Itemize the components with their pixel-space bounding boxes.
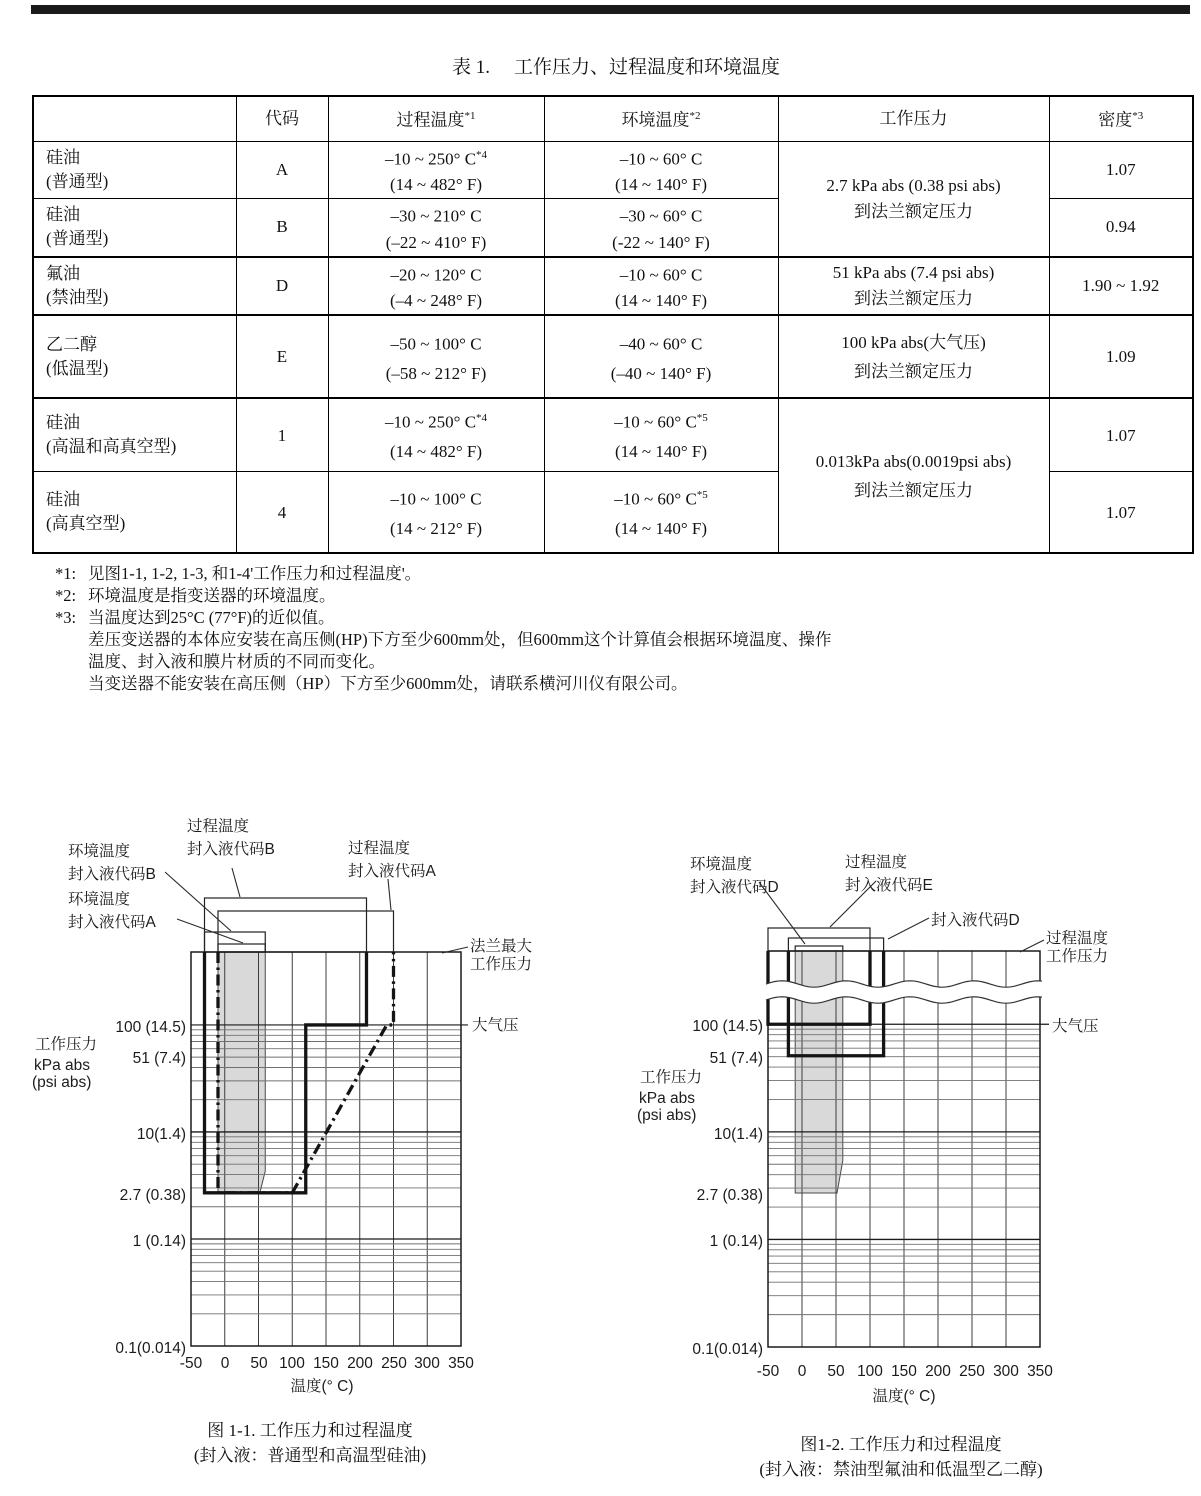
y-axis-title: 工作压力: [640, 1069, 703, 1086]
footnote-3-cont: 差压变送器的本体应安装在高压侧(HP)下方至少600mm处，但600mm这个计算值会根据环境温度、操作: [88, 630, 832, 649]
x-tick: 300: [993, 1363, 1019, 1380]
annotation-process-temp-pressure: 过程温度 工作压力: [1046, 930, 1109, 965]
spec-table: [32, 95, 1194, 554]
x-tick: 200: [925, 1363, 951, 1380]
x-axis-title: 温度(° C): [872, 1388, 936, 1405]
table-row: 硅油 (高温和高真空型) 1 –10 ~ 250° $C^{*4}$ (14 ~ 482° F) –10 ~ 60° $C^{*5}$ (14 ~ 140° F) 0.013kPa abs(0.0019psi abs) 到法兰额定压力 1.07: [33, 398, 1193, 471]
y-tick-51: 51 (7.4): [132, 1050, 186, 1067]
table-title: [452, 52, 780, 79]
figure-2-caption: 图1-2. 工作压力和过程温度: [800, 1435, 1002, 1454]
footnote-3-cont: 温度、封入液和膜片材质的不同而变化。: [88, 652, 385, 671]
y-tick-100: 100 (14.5): [115, 1019, 186, 1036]
pressure-cell-d: 51 kPa abs (7.4 psi abs) 到法兰额定压力: [778, 257, 1049, 316]
annotation-ambient-temp-code-b: 环境温度 封入液代码B: [68, 843, 156, 883]
y-tick-0.1: 0.1(0.014): [115, 1340, 186, 1357]
figure-1: [0, 760, 601, 1496]
x-tick: 300: [414, 1355, 440, 1372]
header-process-temp: 过程温度$^{*1}$: [328, 96, 544, 141]
y-axis-unit-2: (psi abs): [637, 1107, 697, 1124]
y-axis-unit-2: (psi abs): [32, 1074, 92, 1091]
y-tick-10: 10(1.4): [713, 1126, 763, 1143]
annotation-process-temp-code-a: 过程温度 封入液代码A: [348, 840, 436, 880]
x-tick: 250: [381, 1355, 407, 1372]
x-tick: 150: [891, 1363, 917, 1380]
annotation-ambient-temp-code-a: 环境温度 封入液代码A: [68, 891, 156, 931]
y-axis-unit: kPa abs: [34, 1057, 91, 1074]
y-tick-51: 51 (7.4): [709, 1050, 763, 1067]
x-tick: 250: [959, 1363, 985, 1380]
y-axis-title: 工作压力: [35, 1036, 98, 1053]
annotation-flange-max-pressure: 法兰最大 工作压力: [470, 938, 533, 973]
x-tick: -50: [179, 1355, 203, 1372]
table-title-text: 工作压力、过程温度和环境温度: [514, 57, 781, 78]
annotation-ambient-temp-code-d: 环境温度 封入液代码D: [690, 856, 779, 896]
pressure-cell-14: 0.013kPa abs(0.0019psi abs) 到法兰额定压力: [778, 398, 1049, 553]
annotation-atmosphere: 大气压: [472, 1017, 519, 1034]
y-tick-10: 10(1.4): [136, 1126, 186, 1143]
annotation-process-temp-code-e: 过程温度 封入液代码E: [845, 854, 933, 894]
table-number: 表 1.: [452, 57, 491, 78]
y-tick-2.7: 2.7 (0.38): [696, 1187, 763, 1204]
header-density: 密度$^{*3}$: [1049, 96, 1193, 141]
x-tick: 50: [827, 1363, 845, 1380]
x-tick: -50: [756, 1363, 780, 1380]
annotation-code-d: 封入液代码D: [931, 912, 1020, 929]
table-row: 硅油 (高真空型) 4 –10 ~ 100° C (14 ~ 212° F) –10 ~ 60° $C^{*5}$ (14 ~ 140° F) 1.07: [33, 471, 1193, 553]
footnote-2: *2: 环境温度是指变送器的环境温度。: [55, 586, 336, 605]
annotation-process-temp-code-b: 过程温度 封入液代码B: [187, 818, 275, 858]
y-tick-2.7: 2.7 (0.38): [119, 1187, 186, 1204]
y-tick-1: 1 (0.14): [132, 1233, 186, 1250]
table-row: 乙二醇 (低温型) E –50 ~ 100° C (–58 ~ 212° F) –40 ~ 60° C (–40 ~ 140° F) 100 kPa abs(大气压) 到法兰额定压力 1.09: [33, 315, 1193, 398]
annotation-atmosphere: 大气压: [1052, 1018, 1099, 1035]
footnote-1: *1: 见图1-1, 1-2, 1-3, 和1-4'工作压力和过程温度'。: [55, 564, 422, 583]
x-tick: 200: [347, 1355, 373, 1372]
y-tick-100: 100 (14.5): [692, 1018, 763, 1035]
footnote-3-cont: 当变送器不能安装在高压侧（HP）下方至少600mm处，请联系横河川仪有限公司。: [88, 674, 688, 693]
footnotes: [55, 563, 831, 695]
x-tick: 150: [313, 1355, 339, 1372]
x-tick: 0: [220, 1355, 230, 1372]
table-row: 硅油 (普通型) A –10 ~ 250° $C^{*4}$ (14 ~ 482° F) –10 ~ 60° C (14 ~ 140° F) 2.7 kPa abs (0.38 psi abs) 到法兰额定压力 1.07: [33, 141, 1193, 199]
x-axis-title: 温度(° C): [290, 1378, 354, 1395]
header-working-pressure: 工作压力: [778, 96, 1049, 141]
x-tick: 350: [1027, 1363, 1053, 1380]
header-code: 代码: [236, 96, 328, 141]
pressure-cell-e: 100 kPa abs(大气压) 到法兰额定压力: [778, 315, 1049, 398]
x-tick: 50: [250, 1355, 268, 1372]
y-tick-1: 1 (0.14): [709, 1233, 763, 1250]
header-ambient-temp: 环境温度$^{*2}$: [544, 96, 778, 141]
y-tick-0.1: 0.1(0.014): [692, 1341, 763, 1358]
x-tick: 350: [448, 1355, 474, 1372]
x-tick: 100: [279, 1355, 305, 1372]
table-row: 氟油 (禁油型) D –20 ~ 120° C (–4 ~ 248° F) –10 ~ 60° C (14 ~ 140° F) 51 kPa abs (7.4 psi abs) 到法兰额定压力 1.90 ~ 1.92: [33, 257, 1193, 316]
figure-2-caption-2: (封入液：禁油型氟油和低温型乙二醇): [759, 1460, 1043, 1479]
footnote-3: *3: 当温度达到25°C (77°F)的近似值。: [55, 608, 335, 627]
figure-1-caption-2: (封入液：普通型和高温型硅油): [193, 1446, 427, 1465]
x-tick: 100: [857, 1363, 883, 1380]
table-header-row: [33, 96, 1193, 141]
pressure-cell-ab: 2.7 kPa abs (0.38 psi abs) 到法兰额定压力: [778, 141, 1049, 257]
figure-1-caption: 图 1-1. 工作压力和过程温度: [207, 1421, 413, 1440]
x-tick: 0: [797, 1363, 807, 1380]
top-rule: [31, 5, 1190, 14]
table-row: 硅油 (普通型) B –30 ~ 210° C (–22 ~ 410° F) –30 ~ 60° C (-22 ~ 140° F) 0.94: [33, 199, 1193, 257]
figure-2: [601, 760, 1201, 1496]
spec-table-wrap: [32, 95, 1192, 554]
y-axis-unit: kPa abs: [639, 1090, 696, 1107]
header-blank: [33, 96, 236, 141]
